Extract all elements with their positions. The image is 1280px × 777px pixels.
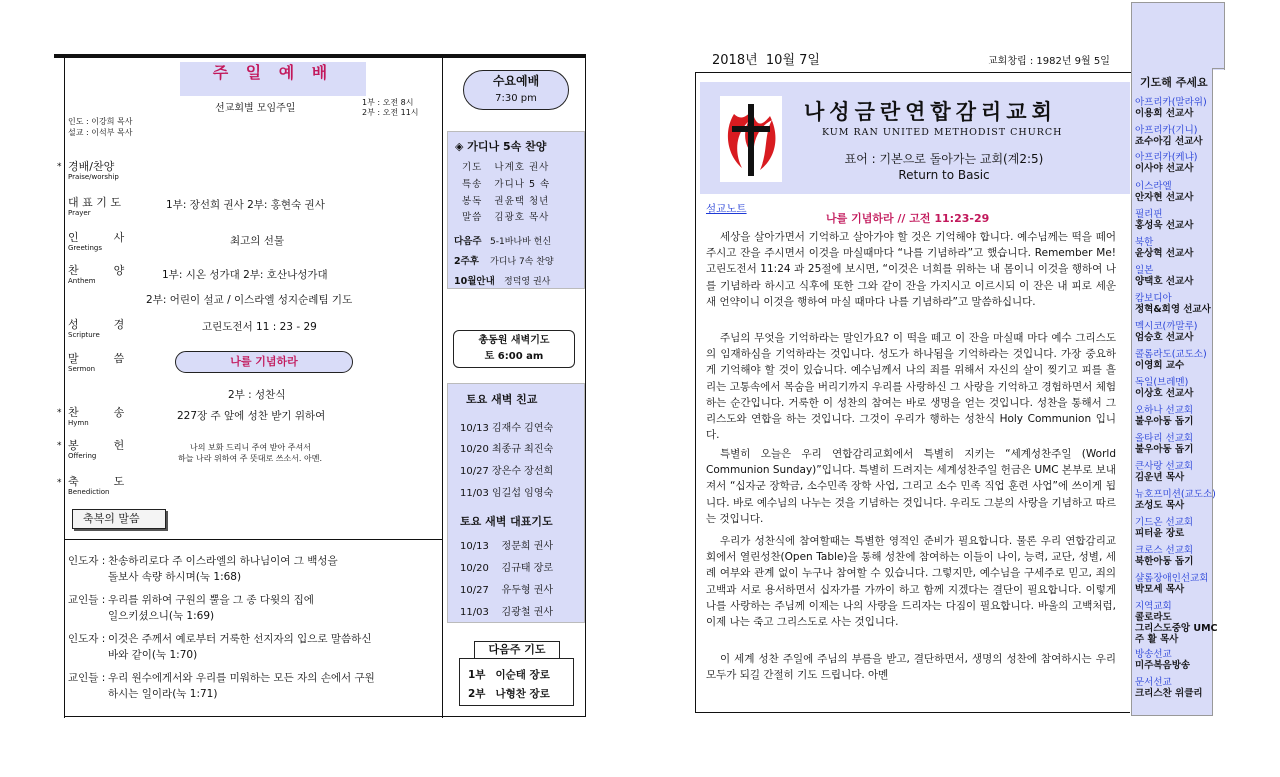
motto [832, 151, 1056, 183]
duty-person: 나계호 권사 [494, 162, 550, 173]
prayer-missionary: 북한아동 돕기 [1135, 556, 1194, 567]
prayer-region: 멕시코(까말루) [1135, 321, 1198, 332]
prayer-region: 문서선교 [1135, 677, 1172, 688]
order-greetings [68, 231, 124, 252]
order-label: 대 표 기 도 [68, 196, 121, 209]
header-rule [695, 72, 1135, 73]
prayer-region: 콜롬라도(교도소) [1135, 349, 1207, 360]
church-name: 나성금란연합감리교회 [804, 100, 1057, 124]
order-label-en: Offering [68, 452, 97, 460]
prayer-missionary: 불우아동 돕기 [1135, 444, 1194, 455]
prayer-missionary: 주 활 목사 [1135, 634, 1179, 645]
next-week-person: 이순태 장로 [495, 669, 550, 681]
worship-subtitle: 선교회별 모임주일 [215, 103, 296, 114]
schedule-what: 정덕영 권사 [504, 277, 551, 287]
order-scripture-text: 고린도전서 11 : 23 - 29 [202, 321, 317, 333]
prayer-missionary: 김운년 목사 [1135, 472, 1185, 483]
sermon-paragraph: 주님의 무엇을 기억하라는 말인가요? 이 떡을 떼고 이 잔을 마실때 마다 예수 그리스도의 임재하심을 기억하라는 것입니다. 성도가 하나됨을 기억하라는 것입니다. 가장 중요하게 기억해야 할 것이 있습니다. 예수님께서 나의 죄를 위해서 자신의 살이 찢기고 피를 흘리는 고통속에서 목숨을 버리기까지 우리를 사랑하신 그 사랑을 기억하고 경험하면서 체험하는 순간입니다. 거룩한 이 성찬의 참여는 바로 생명을 얻는 것입니다. 성찬을 통해서 그리스도와 연합을 하는 것입니다. 그것이 우리가 행하는 성찬식 Holy Communion 입니다. [706, 332, 1116, 442]
prayer-missionary: 콜로라도 [1135, 612, 1172, 623]
offering-line-1: 나의 보화 드리니 주여 받아 주셔서 [190, 443, 311, 452]
prayer-region: 지역교회 [1135, 601, 1172, 612]
order-label-en: Prayer [68, 209, 91, 217]
prayer-item [1135, 209, 1227, 231]
duty-person: 김광호 목사 [494, 212, 550, 223]
bullet-mark: * [57, 162, 62, 172]
prayer-item [1135, 237, 1227, 259]
schedule-row [454, 273, 550, 287]
prayer-item [1135, 405, 1227, 427]
duty-role: 봉독 [462, 196, 483, 207]
order-label: 말 씀 [68, 352, 125, 365]
service-times [362, 98, 419, 118]
responsive-4 [68, 670, 375, 702]
bullet-mark: * [57, 441, 62, 451]
prayer-item [1135, 293, 1227, 315]
dawn-prayer-box [453, 330, 575, 368]
duty-row [462, 159, 549, 173]
prayer-region: 샬롬장애인선교회 [1135, 573, 1209, 584]
order-label-en: Anthem [68, 277, 96, 285]
prayer-item [1135, 265, 1227, 287]
schedule-row [454, 233, 551, 247]
prayer-missionary: 이상호 선교사 [1135, 388, 1194, 399]
next-week-row [468, 667, 550, 682]
prayer-missionary: 조성도 목사 [1135, 500, 1185, 511]
sermon-notes-label: 설교노트 [706, 203, 747, 215]
motto-en: Return to Basic [898, 168, 990, 182]
responsive-1 [68, 553, 338, 585]
prayer-item [1135, 433, 1227, 455]
church-name-en: KUM RAN UNITED METHODIST CHURCH [822, 127, 1063, 138]
prayer-item [1135, 152, 1227, 174]
responsive-speaker: 교인들 : [68, 672, 106, 684]
prayer-region: 뉴호프미션(교도소) [1135, 489, 1216, 500]
wednesday-title: 수요예배 [492, 74, 540, 88]
order-label: 성 경 [68, 318, 125, 331]
prayer-region: 아프리카(말라위) [1135, 97, 1207, 108]
next-week-service: 2부 [468, 688, 486, 700]
next-week-person: 나형찬 장로 [495, 688, 550, 700]
preacher: 설교 : 이석부 목사 [68, 128, 133, 137]
prayer-missionary: 죠수아김 선교사 [1135, 136, 1203, 147]
sermon-notes-title: 나를 기념하라 // 고전 11:23-29 [826, 212, 990, 225]
prayer-region: 일본 [1135, 265, 1154, 276]
prayer-item [1135, 677, 1227, 699]
prayer-title: 기도해 주세요 [1140, 76, 1208, 89]
responsive-line: 돌보사 속량 하시며(눅 1:68) [108, 571, 242, 583]
bulletin-date: 2018년 10월 7일 [712, 53, 820, 68]
responsive-3 [68, 631, 371, 663]
order-label: 봉 헌 [68, 439, 125, 452]
prayer-missionary: 정혁&희영 선교사 [1135, 304, 1211, 315]
saturday-prayer-row: 10/27 유두형 권사 [460, 585, 554, 596]
order-label-en: Sermon [68, 365, 96, 373]
order-label-en: Greetings [68, 244, 102, 252]
prayer-region: 필리핀 [1135, 209, 1163, 220]
duty-row [462, 209, 549, 223]
prayer-item [1135, 321, 1227, 343]
sermon-paragraph: 우리가 성찬식에 참여할때는 특별한 영적인 준비가 필요합니다. 물론 우리 연합감리교회에서 열린성찬(Open Table)을 통해 성찬에 참여하는 이들이 나이, 능력, 교단, 성별, 세례 여부와 관계 없이 누구나 참여할 수 있습니다. 그렇지만, 예수님을 구세주로 믿고, 죄의 고백과 서로 용서하면서 십자가를 가까이 하고 함께 지겠다는 결단이 필요합니다. 이렇게 나를 사랑하는 주님께 이제는 나의 사랑을 드리자는 다짐이 필요합니다. 바울의 고백처럼, 이제 나는 죽고 그리스도로 사는 것입니다. [706, 535, 1116, 629]
prayer-missionary: 박모세 목사 [1135, 584, 1185, 595]
prayer-missionary: 그리스도중앙 UMC [1135, 623, 1218, 634]
duty-role: 말씀 [462, 212, 483, 223]
saturday-prayer-row: 11/03 김광철 권사 [460, 607, 554, 618]
gadina-title: ◈ 가디나 5속 찬양 [455, 140, 547, 153]
worship-title: 주 일 예 배 [212, 63, 334, 82]
schedule-when: 다음주 [454, 236, 482, 247]
service-time-2: 2부 : 오전 11시 [362, 108, 419, 117]
order-label: 찬 양 [68, 264, 125, 277]
order-praise [68, 160, 119, 181]
prayer-item [1135, 649, 1227, 671]
duty-role: 특송 [462, 179, 483, 190]
worship-title-box [180, 62, 366, 96]
bottom-border [64, 716, 586, 717]
prayer-region: 캄보디아 [1135, 293, 1172, 304]
prayer-item [1135, 545, 1227, 567]
column-divider [442, 58, 443, 718]
prayer-missionary: 양택호 선교사 [1135, 276, 1194, 287]
blessing-title: 축복의 말씀 [72, 509, 166, 529]
order-label: 축 도 [68, 475, 125, 488]
saturday-prayer-row: 10/13 정문희 권사 [460, 541, 554, 552]
wednesday-time: 7:30 pm [495, 93, 537, 104]
communion-text: 2부 : 성찬식 [228, 389, 286, 401]
order-anthem-text: 1부: 시온 성가대 2부: 호산나성가대 [162, 269, 328, 281]
duty-person: 권윤택 청년 [494, 196, 550, 207]
schedule-when: 10월안내 [454, 276, 495, 287]
prayer-region: 독일(브레멘) [1135, 377, 1189, 388]
prayer-region: 아프리카(기니) [1135, 125, 1198, 136]
responsive-line: 하시는 일이라(눅 1:71) [108, 688, 218, 700]
prayer-panel-top [1131, 2, 1225, 70]
order-sermon [68, 352, 124, 373]
duty-role: 기도 [462, 162, 483, 173]
responsive-line: 이것은 주께서 예로부터 거룩한 선지자의 입으로 말씀하신 [108, 633, 372, 645]
responsive-speaker: 교인들 : [68, 594, 106, 606]
prayer-missionary: 엄승호 선교사 [1135, 332, 1194, 343]
prayer-item [1135, 181, 1227, 203]
schedule-row [454, 253, 554, 267]
wednesday-service [463, 70, 569, 110]
prayer-missionary: 윤상혁 선교사 [1135, 248, 1194, 259]
prayer-region: 큰사랑 선교회 [1135, 461, 1194, 472]
bullet-mark: * [57, 478, 62, 488]
order-label: 경배/찬양 [68, 160, 115, 173]
order-label-en: Benediction [68, 488, 110, 496]
prayer-missionary: 크리스찬 위클리 [1135, 688, 1203, 699]
prayer-missionary: 불우아동 돕기 [1135, 416, 1194, 427]
responsive-line: 찬송하리로다 주 이스라엘의 하나님이여 그 백성을 [108, 555, 338, 567]
prayer-panel-edge [1213, 68, 1225, 69]
responsive-line: 우리를 위하여 구원의 뿔을 그 종 다윗의 집에 [108, 594, 314, 606]
saturday-row: 10/13 김재수 김연숙 [460, 423, 554, 434]
responsive-line: 바와 같이(눅 1:70) [108, 649, 198, 661]
duty-row [462, 176, 550, 190]
left-border [64, 58, 65, 718]
order-label-en: Hymn [68, 419, 89, 427]
right-border [585, 58, 586, 716]
prayer-item [1135, 489, 1227, 511]
responsive-speaker: 인도자 : [68, 633, 106, 645]
order-children-text: 2부: 어린이 설교 / 이스라엘 성지순례팀 기도 [146, 294, 353, 306]
dawn-title: 총동원 새벽기도 [478, 335, 550, 346]
cross-and-flame-logo [720, 96, 782, 182]
saturday-row: 10/20 최종규 최진숙 [460, 444, 554, 455]
prayer-item [1135, 517, 1227, 539]
saturday-row: 10/27 장은수 장선희 [460, 466, 554, 477]
order-prayer-text: 1부: 장선희 권사 2부: 홍현숙 권사 [166, 199, 325, 211]
founded-date: 교회창립 : 1982년 9월 5일 [988, 56, 1110, 67]
prayer-region: 이스라엘 [1135, 181, 1172, 192]
sermon-paragraph: 이 세계 성찬 주일에 주님의 부름을 받고, 결단하면서, 생명의 성찬에 참여하시는 우리 모두가 되길 간절히 기도 드립니다. 아멘 [706, 653, 1116, 682]
saturday-fellowship-title: 토요 새벽 친교 [466, 393, 538, 406]
saturday-prayer-title: 토요 새벽 대표기도 [460, 515, 553, 528]
prayer-missionary: 홍성욱 선교사 [1135, 220, 1194, 231]
responsive-speaker: 인도자 : [68, 555, 106, 567]
order-label: 찬 송 [68, 406, 125, 419]
responsive-line: 일으키셨으니(눅 1:69) [108, 610, 215, 622]
prayer-item [1135, 601, 1227, 645]
prayer-region: 기드온 선교회 [1135, 517, 1194, 528]
prayer-missionary: 피터윤 장로 [1135, 528, 1185, 539]
prayer-item [1135, 125, 1227, 147]
prayer-item [1135, 377, 1227, 399]
duty-person: 가디나 5 속 [494, 179, 551, 190]
prayer-region: 오하나 선교회 [1135, 405, 1194, 416]
sermon-paragraph: 세상을 살아가면서 기억하고 살아가야 할 것은 기억해야 합니다. 예수님께는 떡을 떼어 주시고 잔을 주시면서 이것을 마실때마다 “나를 기념하라”고 했습니다. Remember Me! 고린도전서 11:24 과 25절에 보시면, “이것은 너희를 위하는 내 몸이니 이것을 행하여 나를 기념하라 하시고 식후에 또한 그와 같이 잔을 가지시고 이르시되 이 잔은 내 피로 세운 새 언약이니 이것을 행하여 마실 때마다 나를 기념하라”고 말씀하십니다. [706, 231, 1116, 308]
dawn-time: 토 6:00 am [484, 351, 544, 362]
prayer-missionary: 이영희 교수 [1135, 360, 1185, 371]
next-week-service: 1부 [468, 669, 486, 681]
sermon-paragraph: 특별히 오늘은 우리 연합감리교회에서 특별히 지키는 “세계성찬주일 (World Communion Sunday)”입니다. 특별히 드려지는 세계성찬주일 헌금은 UMC 본부로 보내져서 “십자군 장학금, 소수민족 장학 사업, 그리고 소수 민족 직업 훈련 사업”에 쓰이게 됩니다. 바로 예수님의 나누는 것을 기념하는 것입니다. 우리도 그분의 사랑을 기념하고 따르는 것입니다. [706, 448, 1116, 525]
order-hymn-text: 227장 주 앞에 성찬 받기 위하여 [177, 410, 326, 422]
right-page-bottom [695, 712, 1130, 713]
saturday-row: 11/03 임길섭 임영숙 [460, 488, 554, 499]
saturday-prayer-row: 10/20 김규태 장로 [460, 563, 554, 574]
prayer-region: 북한 [1135, 237, 1154, 248]
responsive-divider [64, 539, 442, 540]
motto-ko: 표어 : 기본으로 돌아가는 교회(계2:5) [844, 152, 1044, 166]
order-prayer [68, 196, 121, 217]
right-page-border [695, 72, 696, 712]
prayer-item [1135, 461, 1227, 483]
prayer-item [1135, 573, 1227, 595]
next-week-title: 다음주 기도 [474, 641, 560, 659]
schedule-when: 2주후 [454, 256, 479, 267]
prayer-missionary: 이용희 선교사 [1135, 108, 1194, 119]
responsive-2 [68, 592, 314, 624]
order-anthem [68, 264, 124, 285]
prayer-item [1135, 97, 1227, 119]
next-week-row [468, 686, 550, 701]
schedule-what: 가디나 7속 찬양 [490, 257, 554, 267]
order-scripture [68, 318, 124, 339]
sermon-title-pill: 나를 기념하라 [175, 351, 353, 373]
schedule-what: 5-1바나바 헌신 [490, 237, 552, 247]
prayer-region: 올타리 선교회 [1135, 433, 1194, 444]
order-hymn [68, 406, 124, 427]
prayer-missionary: 이사야 선교사 [1135, 163, 1194, 174]
prayer-region: 크로스 선교회 [1135, 545, 1194, 556]
bullet-mark: * [57, 408, 62, 418]
service-time-1: 1부 : 오전 8시 [362, 98, 414, 107]
order-benediction [68, 475, 124, 496]
order-offering [68, 439, 124, 460]
order-greetings-text: 최고의 선물 [230, 235, 285, 247]
prayer-region: 아프리카(케냐) [1135, 152, 1198, 163]
responsive-line: 우리 원수에게서와 우리를 미워하는 모든 자의 손에서 구원 [108, 672, 375, 684]
liturgist [68, 116, 132, 138]
leader: 인도 : 이강희 목사 [68, 117, 133, 126]
prayer-item [1135, 349, 1227, 371]
order-label-en: Scripture [68, 331, 100, 339]
prayer-region: 방송선교 [1135, 649, 1172, 660]
top-rule [54, 54, 586, 58]
prayer-missionary: 안자현 선교사 [1135, 192, 1194, 203]
prayer-missionary: 미주복음방송 [1135, 660, 1191, 671]
order-label-en: Praise/worship [68, 173, 119, 181]
order-label: 인 사 [68, 231, 125, 244]
duty-row [462, 193, 549, 207]
offering-line-2: 하늘 나라 위하여 주 뜻대로 쓰소서. 아멘. [178, 454, 322, 463]
